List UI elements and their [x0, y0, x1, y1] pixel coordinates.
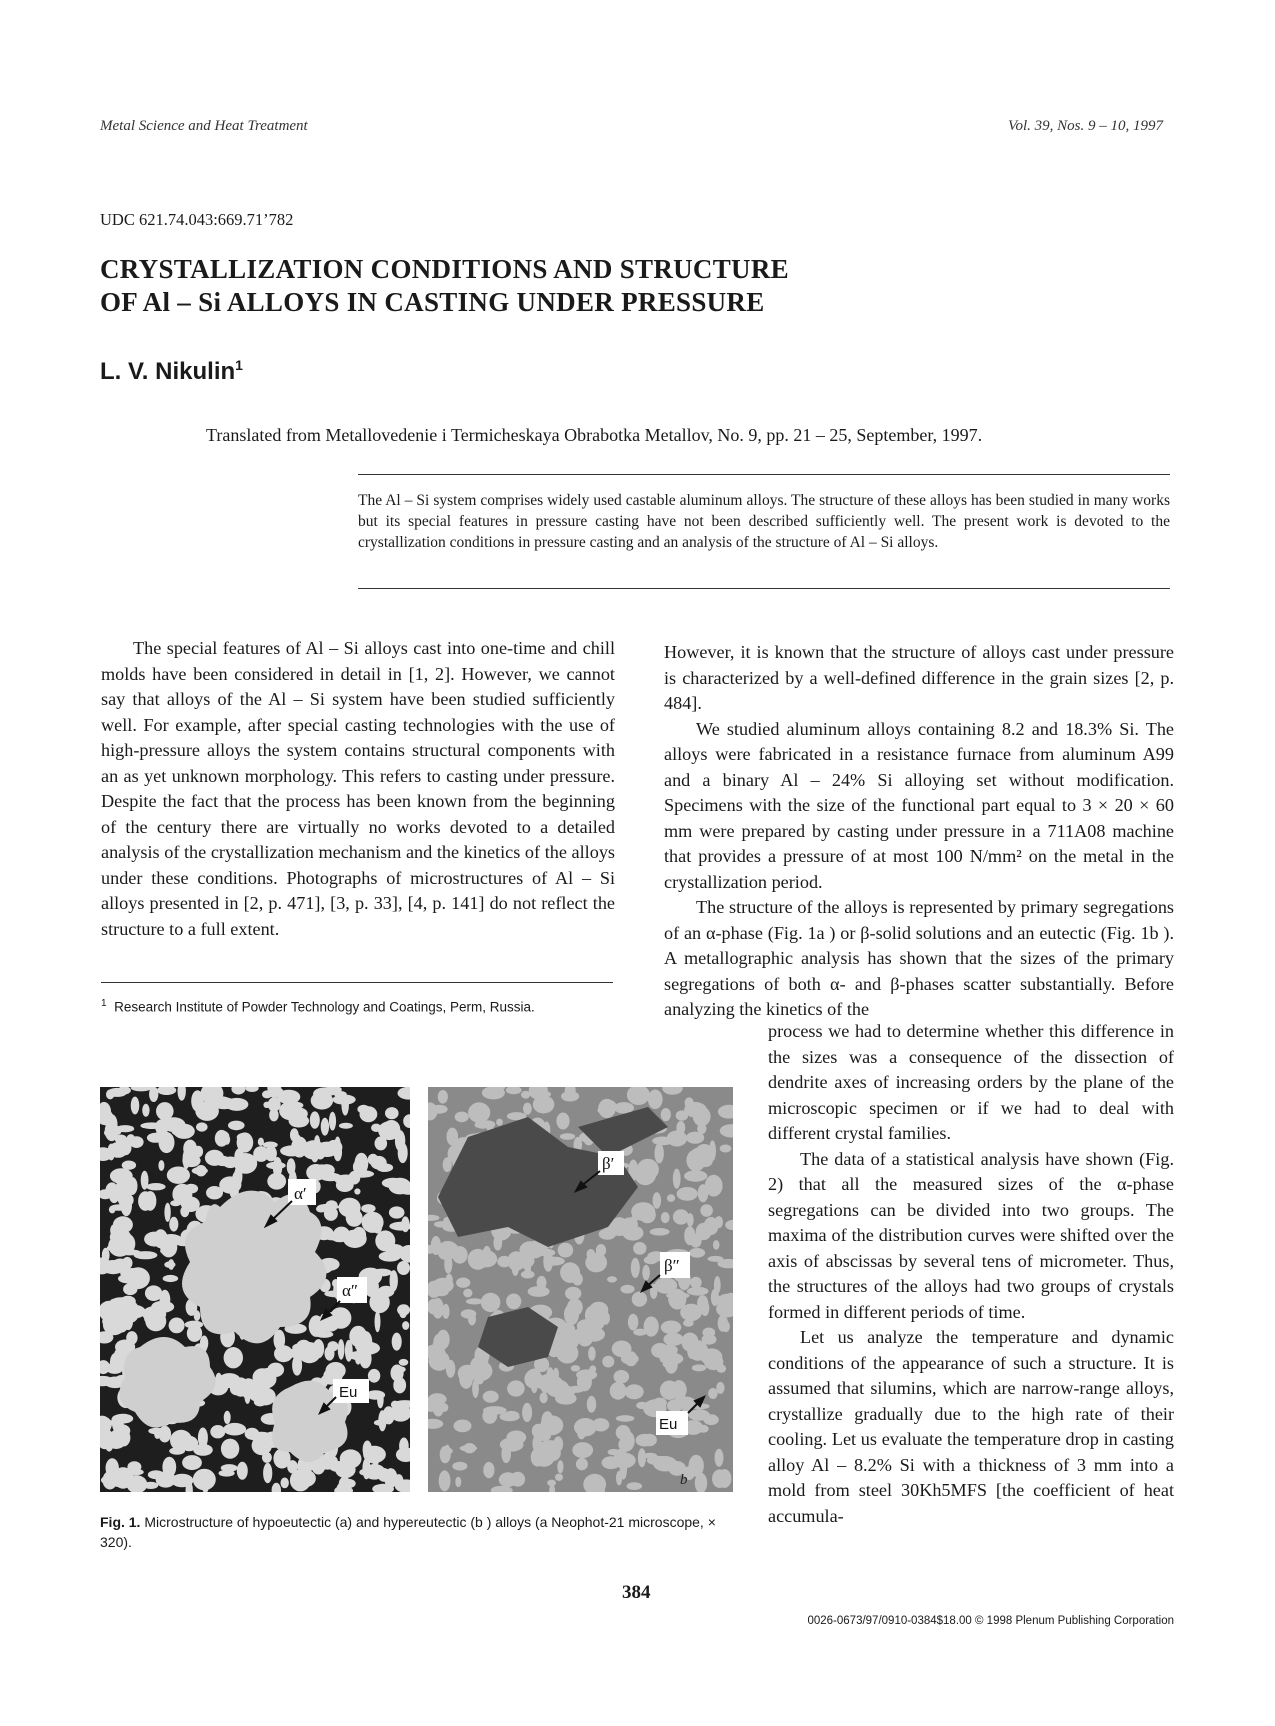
grain [368, 1456, 380, 1464]
grain [642, 1434, 657, 1447]
grain [455, 1112, 469, 1123]
grain [439, 1470, 451, 1491]
grain [182, 1455, 202, 1470]
label-eutectic-a: Eu [339, 1384, 358, 1401]
grain [685, 1097, 694, 1108]
grain [583, 1327, 605, 1342]
grain [302, 1140, 325, 1159]
grain [182, 1432, 190, 1444]
grain [116, 1429, 128, 1440]
grain [266, 1162, 286, 1169]
paragraph-structure: The structure of the alloys is represented by primary segregations of an α-phase (Fig. 1a ) or β-solid solutions and an eutectic (Fig. 1b ). A metallographic analysis has shown that the sizes of the primary segregations of both α- and β-phases scatter substantially. Before analyzing the kinetics of the [664, 897, 1174, 1019]
grain [610, 1382, 627, 1400]
grain [476, 1375, 484, 1385]
grain [555, 1474, 563, 1481]
grain [698, 1184, 709, 1202]
grain [145, 1285, 162, 1301]
grain [287, 1460, 298, 1473]
grain [444, 1445, 450, 1461]
grain [383, 1406, 395, 1424]
grain [587, 1396, 596, 1413]
grain [455, 1477, 461, 1487]
grain [149, 1087, 158, 1102]
grain [333, 1095, 356, 1105]
caption-label: Fig. 1. [100, 1514, 141, 1530]
grain [625, 1351, 638, 1366]
grain [443, 1157, 452, 1172]
grain [146, 1183, 165, 1190]
grain [215, 1373, 223, 1393]
grain [398, 1143, 408, 1164]
grain [507, 1380, 525, 1396]
grain [169, 1217, 178, 1232]
grain [598, 1099, 616, 1118]
grain [540, 1415, 563, 1435]
grain [357, 1344, 372, 1359]
grain [631, 1258, 640, 1278]
footnote-text: Research Institute of Powder Technology and Coatings, Perm, Russia. [114, 999, 535, 1015]
paragraph-statistical-analysis: The data of a statistical analysis have shown (Fig. 2) that all the measured sizes of the α-phase segregations can be divided into two groups. The maxima of the distribution curves were shifted over the axis of abscissas by several tens of micrometer. Thus, the structures of the alloys had two groups of crystals formed in different periods of time. [768, 1148, 1174, 1322]
grain [268, 1097, 281, 1111]
grain [224, 1135, 231, 1145]
grain [315, 1331, 333, 1338]
grain [718, 1469, 732, 1488]
grain [653, 1398, 667, 1409]
grain [123, 1283, 137, 1295]
grain [402, 1321, 409, 1330]
grain [637, 1159, 659, 1181]
grain [263, 1463, 272, 1483]
grain [585, 1253, 607, 1273]
grain [690, 1277, 702, 1289]
grain [391, 1401, 399, 1409]
grain [556, 1113, 569, 1130]
grain [378, 1121, 400, 1140]
grain [602, 1356, 614, 1368]
grain [687, 1287, 709, 1296]
grain [589, 1365, 596, 1373]
grain [232, 1172, 240, 1191]
grain [468, 1313, 476, 1326]
grain [481, 1293, 501, 1312]
grain [240, 1378, 257, 1399]
grain [438, 1090, 448, 1104]
grain [339, 1123, 353, 1129]
grain [234, 1148, 244, 1165]
grain [393, 1377, 406, 1393]
grain [668, 1289, 686, 1310]
grain [715, 1449, 724, 1467]
grain [141, 1171, 149, 1190]
grain [454, 1420, 472, 1433]
grain [702, 1328, 715, 1338]
grain [722, 1321, 730, 1332]
grain [466, 1298, 483, 1304]
label-alpha-prime: α′ [294, 1184, 307, 1203]
grain [687, 1213, 694, 1227]
grain [576, 1458, 588, 1470]
grain [327, 1341, 338, 1351]
grain [110, 1224, 118, 1236]
grain [452, 1462, 467, 1471]
author [100, 357, 243, 386]
paragraph-temperature-conditions: Let us analyze the temperature and dynamic conditions of the appearance of such a structure. It is assumed that silumins, which are narrow-range alloys, crystallize gradually due to the high rate of their cooling. Let us evaluate the temperature drop in casting alloy Al – 8.2% Si with a thickness of 3 mm into a mold from steel 30Kh5MFS [the coefficient of heat accumula- [768, 1327, 1174, 1526]
grain [142, 1306, 166, 1322]
grain [207, 1154, 218, 1162]
grain [661, 1108, 671, 1121]
grain [653, 1192, 662, 1209]
grain [507, 1251, 525, 1271]
grain [122, 1257, 132, 1269]
grain [614, 1102, 634, 1113]
grain [483, 1462, 494, 1478]
grain [483, 1391, 499, 1403]
page-number: 384 [622, 1582, 651, 1603]
grain [333, 1227, 350, 1242]
grain [444, 1255, 452, 1274]
grain [324, 1207, 338, 1221]
grain [506, 1294, 521, 1310]
grain [523, 1103, 532, 1115]
grain [167, 1167, 190, 1184]
grain [681, 1333, 698, 1352]
grain [131, 1097, 140, 1115]
grain [326, 1140, 342, 1155]
grain [124, 1311, 134, 1330]
grain [673, 1169, 681, 1189]
micrograph-a-image [100, 1087, 410, 1492]
grain [237, 1133, 251, 1142]
copyright-line: 0026-0673/97/0910-0384$18.00 © 1998 Plenum Publishing Corporation [807, 1615, 1174, 1627]
grain [620, 1459, 627, 1480]
grain [684, 1170, 707, 1181]
grain [185, 1321, 203, 1329]
grain [371, 1156, 387, 1170]
grain [686, 1132, 704, 1144]
grain [663, 1333, 683, 1346]
grain [592, 1418, 609, 1431]
grain [642, 1265, 650, 1281]
micrograph-b [428, 1087, 733, 1492]
grain [433, 1334, 442, 1352]
grain [183, 1140, 197, 1158]
grain [616, 1415, 635, 1422]
grain [571, 1365, 580, 1371]
author-footnote-mark: 1 [235, 357, 243, 373]
grain [144, 1191, 156, 1211]
grain [267, 1173, 286, 1190]
grain [572, 1442, 593, 1458]
grain [254, 1397, 267, 1406]
grain [713, 1240, 720, 1250]
grain [683, 1319, 694, 1327]
label-eutectic-b: Eu [659, 1416, 678, 1433]
grain [377, 1392, 384, 1409]
grain [607, 1276, 617, 1282]
grain [633, 1242, 646, 1255]
grain [653, 1456, 677, 1471]
grain [105, 1121, 119, 1141]
grain [657, 1457, 665, 1467]
footnote [101, 998, 601, 1015]
grain [368, 1369, 380, 1383]
grain [339, 1198, 361, 1218]
grain [163, 1275, 179, 1282]
grain [345, 1340, 353, 1362]
grain [164, 1203, 170, 1222]
grain [693, 1107, 711, 1127]
grain [106, 1363, 123, 1374]
grain [532, 1434, 542, 1452]
panel-letter-a: a [357, 1472, 365, 1488]
grain [538, 1249, 556, 1257]
grain [608, 1449, 620, 1455]
grain [433, 1403, 443, 1417]
grain [164, 1468, 172, 1476]
grain [329, 1112, 336, 1131]
grain [660, 1381, 679, 1400]
panel-letter-b: b [680, 1472, 688, 1488]
grain [120, 1296, 136, 1307]
grain [399, 1309, 407, 1318]
grain [121, 1195, 132, 1217]
grain [142, 1104, 149, 1117]
grain [119, 1141, 131, 1156]
grain [524, 1369, 542, 1388]
grain [542, 1445, 561, 1462]
grain [470, 1357, 484, 1374]
grain [588, 1347, 596, 1361]
grain [652, 1137, 673, 1146]
grain [695, 1144, 713, 1162]
volume-info: Vol. 39, Nos. 9 – 10, 1997 [1007, 118, 1163, 134]
grain [677, 1187, 698, 1201]
paragraph-alloys-studied: We studied aluminum alloys containing 8.2 and 18.3% Si. The alloys were fabricated in a resistance furnace from aluminum A99 and a binary Al – 24% Si alloying set without modification. Specimens with the size of the functional part equal to 3 × 20 × 60 mm were prepared by casting under pressure in a 711A08 machine that provides a pressure of at most 100 N/mm² on the metal in the crystallization period. [664, 718, 1174, 892]
grain [533, 1095, 555, 1113]
grain [644, 1316, 659, 1336]
grain [700, 1204, 713, 1217]
grain [399, 1359, 409, 1366]
article-title [100, 253, 1000, 319]
grain [349, 1171, 361, 1185]
grain [540, 1392, 548, 1403]
grain [313, 1164, 331, 1176]
grain [616, 1425, 631, 1440]
grain [689, 1248, 705, 1258]
grain [625, 1384, 644, 1399]
caption-text: Microstructure of hypoeutectic (a) and hypereutectic (b ) alloys (a Neophot-21 microscope, × 320). [100, 1514, 716, 1550]
title-line-2: OF Al – Si ALLOYS IN CASTING UNDER PRESSURE [100, 287, 765, 317]
grain [117, 1179, 135, 1193]
grain [363, 1441, 372, 1459]
grain [560, 1133, 575, 1140]
paragraph-intro: The special features of Al – Si alloys cast into one-time and chill molds have been considered in detail in [1, 2]. However, we cannot say that alloys of the Al – Si system have been studied sufficiently well. For example, after special casting technologies with the use of high-pressure alloys the system contains structural components with an as yet unknown morphology. This refers to casting under pressure. Despite the fact that the process has been known from the beginning of the century there are virtually no works devoted to a detailed analysis of the crystallization mechanism and the kinetics of the alloys under these conditions. Photographs of microstructures of Al – Si alloys presented in [2, p. 471], [3, p. 33], [4, p. 141] do not reflect the structure to a full extent. [101, 638, 615, 939]
grain [361, 1204, 375, 1213]
grain [456, 1278, 470, 1288]
grain [164, 1261, 175, 1268]
right-column [664, 640, 1174, 1023]
abstract-top-rule [358, 474, 1170, 475]
author-name: L. V. Nikulin [100, 358, 236, 385]
grain [500, 1438, 524, 1452]
grain [159, 1234, 182, 1246]
grain [338, 1339, 345, 1360]
abstract: The Al – Si system comprises widely used castable aluminum alloys. The structure of these alloys has been studied in many works but its special features in pressure casting have not been described sufficiently well. The present work is devoted to the crystallization conditions in pressure casting and an analysis of the structure of Al – Si alloys. [358, 492, 1170, 551]
grain [468, 1249, 488, 1270]
left-column [101, 636, 615, 942]
grain [522, 1403, 532, 1422]
grain [627, 1482, 643, 1490]
grain [198, 1428, 208, 1448]
grain [561, 1091, 579, 1101]
grain [182, 1197, 200, 1212]
grain [196, 1122, 208, 1131]
grain [692, 1364, 706, 1371]
grain [667, 1194, 675, 1202]
grain [184, 1184, 198, 1194]
grain [716, 1364, 726, 1372]
grain [720, 1145, 732, 1153]
grain [463, 1289, 472, 1298]
grain [429, 1350, 450, 1370]
grain [375, 1311, 381, 1332]
grain [700, 1348, 722, 1365]
grain [379, 1251, 401, 1261]
grain [673, 1209, 689, 1224]
right-column-narrow [768, 1019, 1174, 1529]
grain [701, 1301, 710, 1316]
grain [196, 1165, 207, 1176]
grain [525, 1261, 531, 1278]
figure-caption [100, 1512, 740, 1552]
label-alpha-double-prime: α″ [342, 1281, 358, 1300]
micrograph-a [100, 1087, 410, 1492]
grain [648, 1090, 663, 1110]
journal-name: Metal Science and Heat Treatment [100, 118, 308, 134]
grain [639, 1207, 656, 1224]
micrograph-b-image [428, 1087, 733, 1492]
grain [463, 1443, 475, 1453]
grain [689, 1455, 704, 1477]
grain [313, 1339, 324, 1358]
grain [279, 1101, 302, 1120]
grain [159, 1132, 175, 1153]
paragraph-grain-sizes: However, it is known that the structure of alloys cast under pressure is characterized by a well-defined difference in the grain sizes [2, p. 484]. [664, 642, 1174, 713]
grain [628, 1314, 638, 1331]
grain [568, 1386, 584, 1393]
grain [468, 1102, 490, 1123]
grain [158, 1160, 164, 1171]
grain [134, 1251, 158, 1259]
grain [504, 1411, 519, 1419]
grain [281, 1478, 289, 1489]
abstract-bottom-rule [358, 588, 1170, 589]
grain [221, 1439, 239, 1459]
grain [546, 1367, 554, 1385]
grain [558, 1243, 574, 1258]
grain [620, 1285, 634, 1294]
grain [565, 1287, 581, 1300]
grain [696, 1223, 712, 1240]
grain [228, 1121, 245, 1131]
grain [206, 1186, 223, 1199]
grain [162, 1117, 185, 1132]
grain [708, 1388, 718, 1399]
grain [667, 1399, 683, 1412]
paragraph-structure-continued: process we had to determine whether this difference in the sizes was a consequence of the dissection of dendrite axes of increasing orders by the plane of the microscopic specimen or if we had to deal with different crystal families. [768, 1021, 1174, 1143]
grain [237, 1462, 248, 1480]
udc-code: UDC 621.74.043:669.71’782 [100, 210, 294, 229]
grain [711, 1289, 719, 1306]
grain [632, 1292, 647, 1307]
grain [148, 1470, 164, 1479]
grain [310, 1111, 320, 1128]
grain [564, 1304, 579, 1326]
footnote-rule [101, 982, 613, 983]
grain [650, 1228, 670, 1236]
grain [225, 1098, 248, 1111]
grain [385, 1107, 399, 1119]
grain [715, 1216, 723, 1228]
grain [224, 1411, 231, 1424]
grain [661, 1321, 682, 1335]
grain [594, 1311, 605, 1329]
grain [287, 1158, 296, 1175]
grain [661, 1212, 670, 1223]
grain [655, 1143, 664, 1163]
grain [638, 1448, 646, 1467]
grain [193, 1469, 216, 1491]
grain [210, 1425, 225, 1438]
grain [219, 1470, 235, 1477]
label-beta-prime: β′ [602, 1154, 615, 1173]
grain [148, 1428, 165, 1435]
grain [496, 1119, 503, 1126]
title-line-1: CRYSTALLIZATION CONDITIONS AND STRUCTURE [100, 254, 789, 284]
grain [321, 1118, 329, 1136]
grain [557, 1460, 563, 1473]
grain [572, 1273, 582, 1286]
grain [614, 1370, 630, 1383]
footnote-mark: 1 [101, 998, 107, 1009]
grain [265, 1146, 277, 1162]
grain [499, 1472, 517, 1487]
grain [354, 1188, 360, 1194]
grain [224, 1347, 243, 1368]
translation-note: Translated from Metallovedenie i Termicheskaya Obrabotka Metallov, No. 9, pp. 21 – 25, September, 1997. [206, 425, 983, 445]
grain [119, 1233, 136, 1254]
grain [390, 1270, 398, 1291]
label-beta-double-prime: β″ [664, 1256, 680, 1275]
grain [375, 1230, 395, 1251]
grain [392, 1366, 406, 1373]
grain [397, 1261, 410, 1275]
grain [528, 1286, 550, 1297]
grain [392, 1333, 402, 1351]
grain [169, 1318, 185, 1334]
grain [483, 1406, 507, 1415]
grain [622, 1217, 638, 1231]
grain [389, 1206, 405, 1218]
grain [170, 1200, 181, 1206]
grain [223, 1423, 246, 1436]
grain [663, 1360, 673, 1368]
grain [195, 1101, 219, 1121]
grain [446, 1274, 453, 1286]
grain [360, 1106, 378, 1122]
